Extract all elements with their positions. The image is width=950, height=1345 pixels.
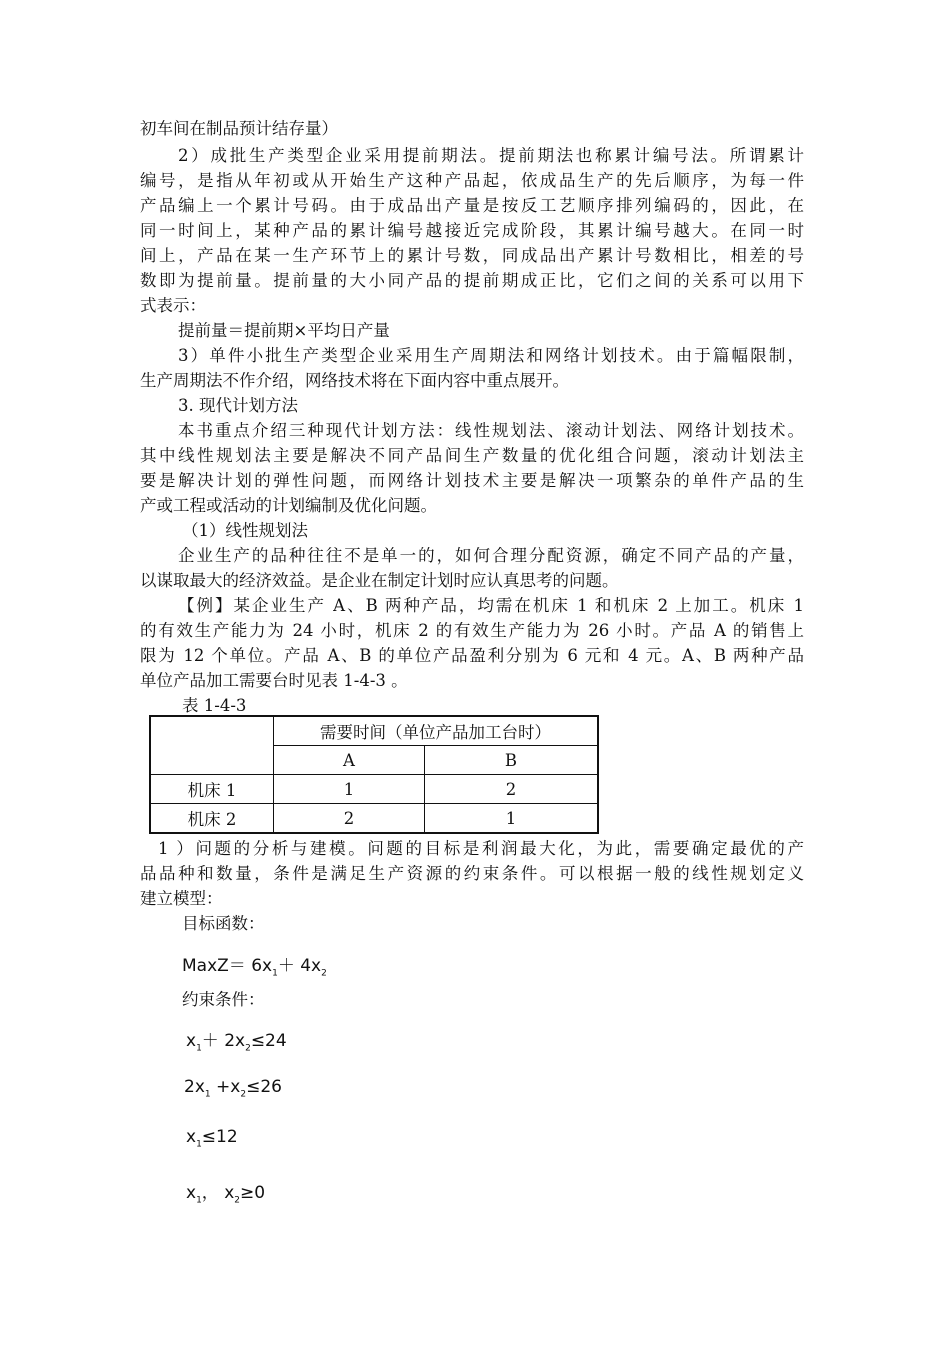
section-heading: 3. 现代计划方法	[178, 396, 298, 415]
row-label: 机床 1	[150, 775, 274, 804]
table-col-header: B	[425, 746, 599, 775]
objective-function: MaxZ＝ $6x_1+ 4x_2$	[182, 956, 327, 979]
paragraph-line: 本书重点介绍三种现代计划方法：线性规划法、滚动计划法、网络计划技术。	[178, 421, 804, 440]
paragraph-line: 1 ）问题的分析与建模。问题的目标是利润最大化，为此，需要确定最优的产	[158, 839, 804, 858]
paragraph-line: 3）单件小批生产类型企业采用生产周期法和网络计划技术。由于篇幅限制，	[178, 346, 804, 365]
paragraph-line: 要是解决计划的弹性问题，而网络计划技术主要是解决一项繁杂的单件产品的生	[140, 471, 804, 490]
paragraph-line: 限为 12 个单位。产品 A、B 的单位产品盈利分别为 6 元和 4 元。A、B 两种产品	[140, 646, 804, 665]
paragraph-line: 产或工程或活动的计划编制及优化问题。	[140, 496, 437, 515]
paragraph-line: 间上，产品在某一生产环节上的累计号数，同成品出产累计号数相比，相差的号	[140, 246, 804, 265]
table-caption: 表 1-4-3	[182, 696, 247, 715]
paragraph-line: 同一时间上，某种产品的累计编号越接近完成阶段，其累计编号越大。在同一时	[140, 221, 804, 240]
cell-value: 1	[425, 804, 599, 834]
paragraph-line: 数即为提前量。提前量的大小同产品的提前期成正比，它们之间的关系可以用下	[140, 271, 804, 290]
formula-lead: 提前量＝提前期×平均日产量	[178, 321, 390, 340]
row-label: 机床 2	[150, 804, 274, 834]
paragraph-line: 单位产品加工需要台时见表 1-4-3 。	[140, 671, 408, 690]
subsection-heading: （1）线性规划法	[182, 521, 308, 540]
table-corner-cell	[150, 716, 274, 775]
paragraph-line: 【例】某企业生产 A、B 两种产品，均需在机床 1 和机床 2 上加工。机床 1	[178, 596, 804, 615]
paragraph-line: 的有效生产能力为 24 小时，机床 2 的有效生产能力为 26 小时。产品 A 的销售上	[140, 621, 804, 640]
paragraph-line: 其中线性规划法主要是解决不同产品间生产数量的优化组合问题，滚动计划法主	[140, 446, 804, 465]
paragraph-line: 生产周期法不作介绍，网络技术将在下面内容中重点展开。	[140, 371, 569, 390]
paragraph-line: 品品种和数量，条件是满足生产资源的约束条件。可以根据一般的线性规划定义	[140, 864, 804, 883]
paragraph-line: 建立模型：	[140, 889, 223, 908]
paragraph-line: 企业生产的品种往往不是单一的，如何合理分配资源，确定不同产品的产量，	[178, 546, 804, 565]
constraint-1: $x_1+ 2x_2\le 24$	[186, 1031, 287, 1054]
cell-value: 2	[425, 775, 599, 804]
paragraph-line: 以谋取最大的经济效益。是企业在制定计划时应认真思考的问题。	[140, 571, 619, 590]
machine-time-table	[149, 715, 599, 834]
paragraph-line: 2）成批生产类型企业采用提前期法。提前期法也称累计编号法。所谓累计	[178, 146, 804, 165]
table-row	[150, 804, 598, 834]
cell-value: 2	[274, 804, 425, 834]
constraint-3: $x_1\le 12$	[186, 1127, 238, 1150]
objective-label: 目标函数：	[182, 914, 265, 933]
table-header: 需要时间（单位产品加工台时）	[274, 716, 599, 746]
constraint-2: $2x_1 +x_2\le 26$	[184, 1077, 282, 1100]
paragraph-line: 产品编上一个累计号码。由于成品出产量是按反工艺顺序排列编码的，因此，在	[140, 196, 804, 215]
paragraph-continuation: 初车间在制品预计结存量）	[140, 119, 338, 138]
paragraph-line: 式表示：	[140, 296, 206, 315]
cell-value: 1	[274, 775, 425, 804]
paragraph-line: 编号，是指从年初或从开始生产这种产品起，依成品生产的先后顺序，为每一件	[140, 171, 804, 190]
table-row	[150, 775, 598, 804]
constraints-label: 约束条件：	[182, 990, 265, 1009]
table-col-header: A	[274, 746, 425, 775]
constraint-4: $x_1$， $x_2\ge 0$	[186, 1183, 266, 1206]
